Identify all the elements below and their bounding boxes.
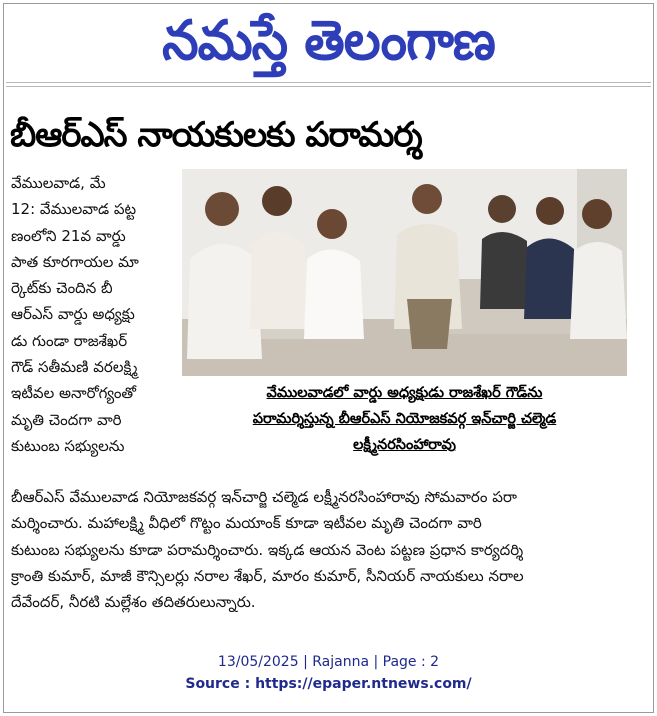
column-line: గౌడ్ సతీమణి వరలక్ష్మి — [11, 358, 138, 377]
masthead-rule-top — [6, 82, 651, 83]
column-line: డు గుండా రాజశేఖర్ — [11, 331, 128, 350]
footer-date-line: 13/05/2025 | Rajanna | Page : 2 — [217, 654, 440, 670]
column-line: ఆర్ఎస్ వార్డు అధ్యక్షు — [11, 305, 135, 324]
masthead-rule-bottom — [6, 86, 651, 87]
body-line: క్రాంతి కుమార్, మాజీ కౌన్సిలర్లు నరాల శేఖర్, మారం కుమార్, సీనియర్ నాయకులు నరాల — [11, 566, 524, 585]
article-headline: బీఆర్ఎస్ నాయకులకు పరామర్శ — [10, 115, 422, 155]
column-line: మృతి చెందగా వారి — [11, 410, 122, 429]
column-line: వేములవాడ, మే — [11, 174, 106, 192]
body-line: కుటుంబ సభ్యులను కూడా పరామర్శించారు. ఇక్కడ ఆయన వెంట పట్టణ ప్రధాన కార్యదర్శి — [11, 540, 524, 559]
newspaper-masthead: నమస్తే తెలంగాణ — [162, 9, 495, 73]
body-line: బీఆర్ఎస్ వేములవాడ నియోజకవర్గ ఇన్‌చార్జి చల్మెడ లక్ష్మీనరసింహారావు సోమవారం పరా — [11, 488, 517, 506]
caption-line: లక్ష్మీనరసింహారావు — [353, 437, 456, 453]
body-line: మర్శించారు. మహాలక్ష్మి వీధిలో గొట్టం మయాంక్ కూడా ఇటీవల మృతి చెందగా వారి — [11, 514, 482, 533]
meeting-photo-illustration — [182, 169, 627, 376]
caption-line: వేములవాడలో వార్డు అధ్యక్షుడు రాజశేఖర్ గౌడ్‌ను — [266, 385, 543, 401]
photo-caption — [182, 380, 627, 458]
article-body-text — [11, 484, 643, 615]
column-line: కుటుంబ సభ్యులను — [11, 436, 125, 455]
column-line: 12: వేములవాడ పట్ట — [11, 200, 137, 219]
page-footer — [0, 651, 657, 695]
footer-source-link[interactable]: Source : https://epaper.ntnews.com/ — [185, 676, 472, 692]
column-line: పాత కూరగాయల మా — [11, 252, 139, 271]
column-line: ఇటీవల అనారోగ్యంతో — [11, 384, 137, 403]
article-photo — [182, 169, 627, 376]
caption-line: పరామర్శిస్తున్న బీఆర్ఎస్ నియోజకవర్గ ఇన్‌చార్జి చల్మెడ — [252, 411, 557, 427]
column-line: ణంలోని 21వ వార్డు — [11, 226, 126, 245]
article-column-text — [11, 170, 175, 459]
body-line: దేవేందర్, నీరటి మల్లేశం తదితరులున్నారు. — [11, 593, 256, 612]
column-line: ర్కెట్‌కు చెందిన బీ — [11, 279, 113, 298]
